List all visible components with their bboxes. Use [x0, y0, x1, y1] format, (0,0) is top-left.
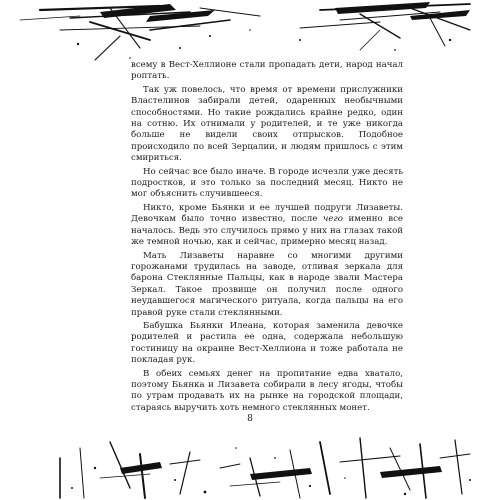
paragraph-text: именно все началось. Ведь это случилось прямо у них на глазах такой же темной ночью, как и сейчас, примерно месяц назад. — [131, 214, 404, 248]
paragraph: Мать Лизаветы наравне со многими другими горожанами трудилась на заводе, отливая зеркала для барона Стеклянные Пальцы, как в народе звали Мастера Зеркал. Такое прозвище он получил после одного неудавшегося магического ритуала, когда пальцы на его правой руке стали стеклянными. — [131, 250, 403, 318]
paragraph: В обеих семьях денег на пропитание едва хватало, поэтому Бьянка и Лизавета собирали в лесу ягоды, чтобы по утрам продавать их на рынке на городской площади, стараясь выручить хоть немного стеклянных монет. — [131, 368, 403, 413]
paragraph-text: Никто, кроме Бьянки и ее лучшей подруги Лизаветы. Девочкам было точно известно, после — [131, 202, 403, 225]
paragraph: Но сейчас все было иначе. В городе исчезли уже десять подростков, и это только за последний месяц. Никто не мог объяснить случившееся. — [131, 166, 403, 200]
ink-decoration-bottom — [0, 428, 500, 500]
page-number: 8 — [247, 414, 253, 424]
body-text — [131, 60, 403, 416]
paragraph: Так уж повелось, что время от времени прислужники Властелинов забирали детей, одаренных необычными способностями. Но такие рождались крайне редко, один на сотню. Их отнимали у родителей, и те уже никогда больше не видели своих отпрысков. Подобное происходило по всей Зерцалии, и людям пришлось с этим смириться. — [131, 84, 403, 164]
paragraph: всему в Вест-Хеллионе стали пропадать дети, народ начал роптать. — [131, 60, 403, 82]
paragraph: Бабушка Бьянки Илеана, которая заменила девочке родителей и растила ее одна, содержала небольшую гостиницу на окраине Вест-Хеллиона и тоже работала не покладая рук. — [131, 320, 403, 366]
paragraph — [131, 203, 403, 249]
emphasis-text: чего — [322, 214, 343, 225]
